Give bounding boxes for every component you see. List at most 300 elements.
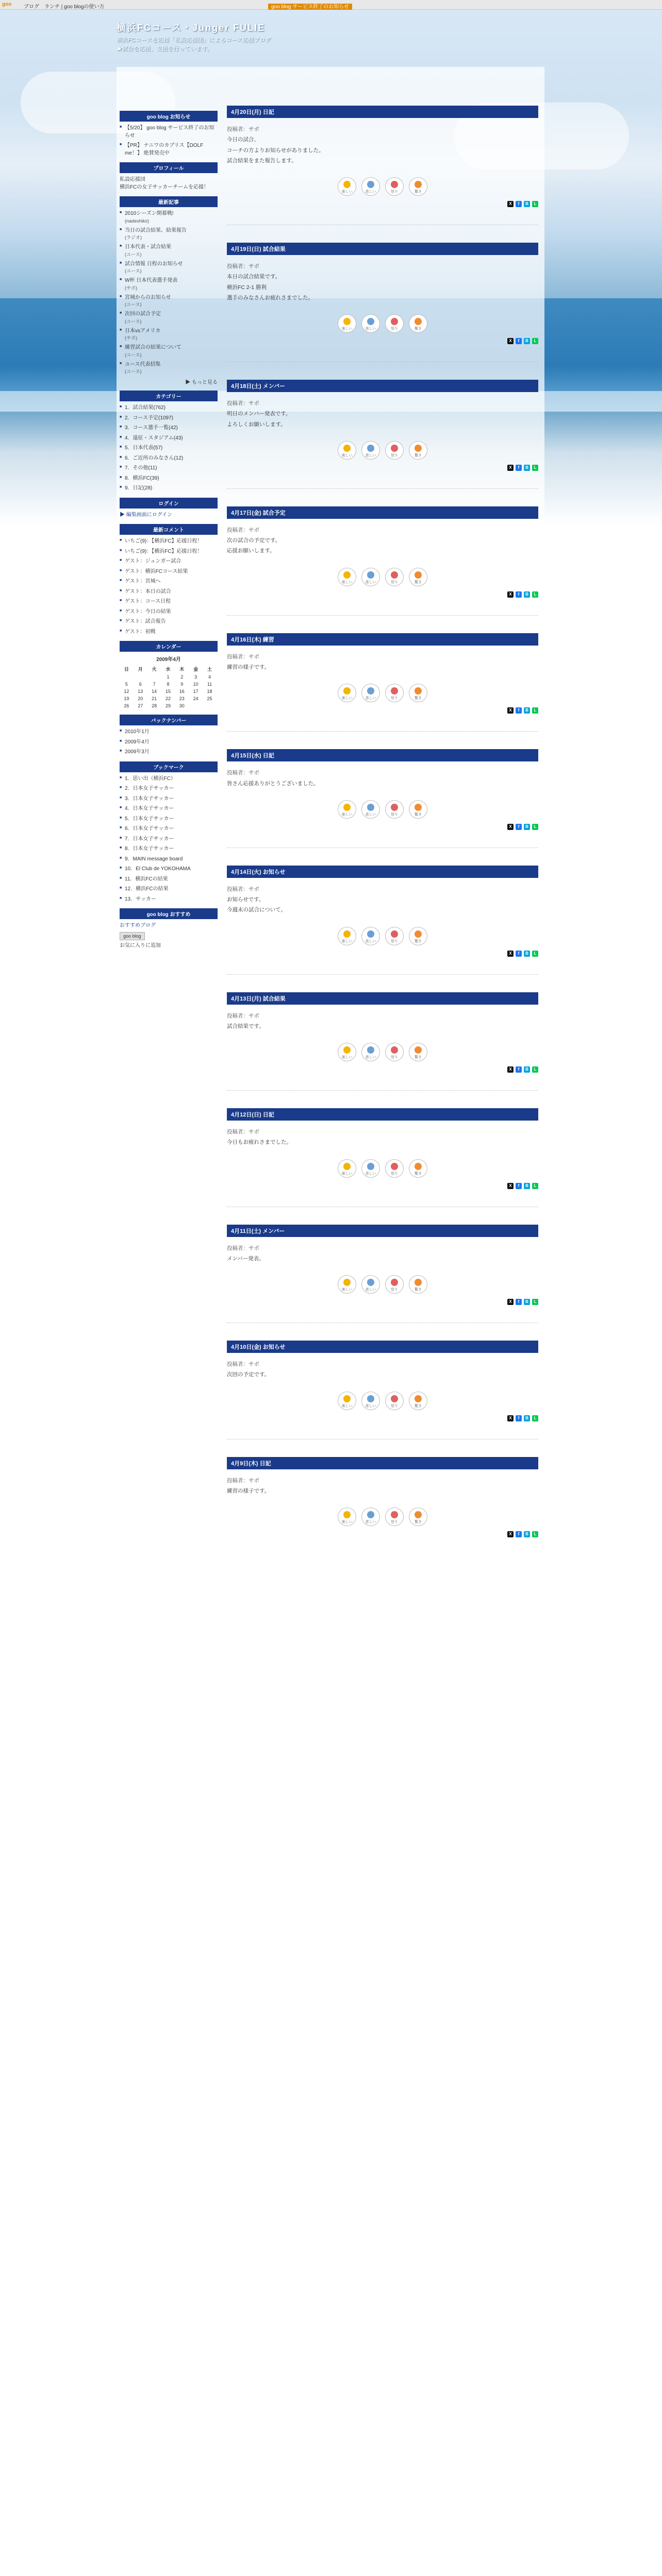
share-icon[interactable]: f xyxy=(516,1415,522,1421)
share-icon[interactable]: f xyxy=(516,1183,522,1189)
reaction-button[interactable] xyxy=(338,441,356,460)
entry-separator xyxy=(227,1090,538,1091)
reaction-button[interactable] xyxy=(409,1275,427,1294)
recent-post-title[interactable]: 試合情報 日程のお知らせ xyxy=(125,261,183,267)
share-icon[interactable]: B xyxy=(524,824,530,830)
comment-item[interactable]: ■ ゲスト：本日の試合 xyxy=(120,588,218,596)
calendar-day[interactable]: 14 xyxy=(152,689,157,694)
blog-entry xyxy=(227,243,538,362)
reaction-button[interactable] xyxy=(338,800,356,819)
entry-separator xyxy=(227,974,538,975)
bookmark-item[interactable]: ■ 5．日本女子サッカー xyxy=(120,816,218,823)
recent-post-item[interactable] xyxy=(120,227,218,242)
recent-post-item[interactable] xyxy=(120,311,218,325)
reaction-face-icon xyxy=(367,1046,374,1054)
reaction-face-icon xyxy=(367,181,374,188)
entry-date[interactable] xyxy=(227,1457,538,1469)
reaction-label: 怒り xyxy=(391,1404,398,1408)
recent-post-title[interactable]: 日本代表・試合結果 xyxy=(125,244,171,250)
reaction-label: 驚き xyxy=(415,580,422,584)
reaction-buttons xyxy=(227,927,538,945)
calendar-day[interactable]: 9 xyxy=(180,682,184,687)
entry-date[interactable] xyxy=(227,243,538,255)
comment-item[interactable]: ■ ゲスト：宮城へ xyxy=(120,578,218,586)
calendar-day[interactable]: 16 xyxy=(179,689,185,694)
entry-date-text: 4月13日(月) xyxy=(231,995,261,1002)
bookmark-item[interactable]: ■ 3．日本女子サッカー xyxy=(120,795,218,803)
share-icon[interactable]: f xyxy=(516,707,522,714)
entry-title[interactable]: メンバー xyxy=(262,1228,285,1234)
share-icon[interactable]: L xyxy=(532,1531,538,1537)
reaction-label: 怒り xyxy=(391,327,398,331)
reaction-label: 驚き xyxy=(415,1288,422,1292)
reaction-buttons xyxy=(227,1043,538,1061)
reaction-face-icon xyxy=(343,1279,351,1286)
entry-date[interactable] xyxy=(227,1341,538,1353)
reaction-button[interactable] xyxy=(409,800,427,819)
service-end-notice-link[interactable]: goo blog サービス終了のお知らせ xyxy=(268,4,352,10)
entry-date[interactable] xyxy=(227,1108,538,1121)
share-icon[interactable]: X xyxy=(507,1183,514,1189)
calendar-day[interactable]: 27 xyxy=(138,703,143,709)
reaction-button[interactable] xyxy=(409,1507,427,1526)
entry-title[interactable]: 日記 xyxy=(259,1460,271,1467)
comment-item[interactable]: ■ ゲスト：横浜FCコース結果 xyxy=(120,568,218,576)
bookmark-item[interactable]: ■ 4．日本女子サッカー xyxy=(120,805,218,813)
bookmark-item[interactable]: ■ 7．日本女子サッカー xyxy=(120,836,218,843)
calendar-day[interactable]: 2 xyxy=(180,674,184,680)
entry-date[interactable] xyxy=(227,506,538,519)
reaction-label: 楽しい xyxy=(341,1172,353,1176)
share-icon[interactable]: X xyxy=(507,1415,514,1421)
blog-title[interactable]: 横浜FCコース・Junger FULIE xyxy=(117,23,266,33)
reaction-button[interactable] xyxy=(338,177,356,196)
login-link[interactable]: ▶ 編集画面にログイン xyxy=(120,512,173,518)
recent-post-item[interactable] xyxy=(120,244,218,258)
reaction-face-icon xyxy=(415,1395,422,1402)
recent-post-item[interactable] xyxy=(120,210,218,225)
share-icon[interactable]: B xyxy=(524,465,530,471)
comment-item[interactable]: ■ いちご(9)：【横浜FC】応援日程！ xyxy=(120,538,218,546)
recent-post-title[interactable]: 練習試合の結果について xyxy=(125,345,181,351)
share-icon[interactable]: X xyxy=(507,951,514,957)
share-icon[interactable]: L xyxy=(532,1066,538,1073)
recent-post-title[interactable]: 日本vsアメリカ xyxy=(125,328,161,334)
reaction-label: 悲しい xyxy=(365,190,376,194)
reaction-button[interactable] xyxy=(409,1043,427,1061)
share-icon[interactable]: B xyxy=(524,338,530,344)
entry-date[interactable] xyxy=(227,380,538,392)
blog-entry xyxy=(227,506,538,616)
entry-date[interactable] xyxy=(227,866,538,878)
share-buttons xyxy=(227,1066,538,1073)
reaction-face-icon xyxy=(415,1279,422,1286)
entry-title[interactable]: 試合予定 xyxy=(262,510,286,516)
calendar-day[interactable]: 3 xyxy=(194,674,197,680)
calendar-day[interactable]: 1 xyxy=(167,674,170,680)
calendar-day[interactable]: 6 xyxy=(139,682,142,687)
reaction-button[interactable] xyxy=(338,927,356,945)
entry-date[interactable] xyxy=(227,1225,538,1237)
entry-body xyxy=(227,885,538,914)
recent-post-title[interactable]: ユース代表招集 xyxy=(125,361,161,367)
category-item[interactable]: ■ 4．遠征・スタジアム(43) xyxy=(120,435,218,443)
calendar-day[interactable]: 25 xyxy=(207,696,212,702)
entry-date-text: 4月12日(日) xyxy=(231,1112,261,1118)
entry-title[interactable]: 日記 xyxy=(262,109,274,115)
entry-text-line: 応援お願いします。 xyxy=(227,548,275,554)
reaction-button[interactable] xyxy=(361,1159,380,1178)
reaction-label: 怒り xyxy=(391,1288,398,1292)
entry-date-text: 4月11日(土) xyxy=(231,1228,261,1234)
more-link[interactable]: ▶ もっと見る xyxy=(185,380,218,386)
recent-post-item[interactable] xyxy=(120,344,218,359)
share-icon[interactable]: X xyxy=(507,465,514,471)
calendar-day[interactable]: 18 xyxy=(207,689,212,694)
backnumber-item[interactable]: ■ 2010年1月 xyxy=(120,728,218,736)
reaction-button[interactable] xyxy=(409,684,427,702)
share-icon[interactable]: X xyxy=(507,338,514,344)
entry-separator xyxy=(227,615,538,616)
favorite-text[interactable]: お気に入りに追加 xyxy=(120,942,161,948)
share-icon[interactable]: f xyxy=(516,1299,522,1305)
category-item[interactable]: ■ 9．日記(28) xyxy=(120,485,218,493)
recent-post-item[interactable] xyxy=(120,261,218,275)
reaction-button[interactable] xyxy=(338,684,356,702)
share-icon[interactable]: f xyxy=(516,465,522,471)
share-icon[interactable]: f xyxy=(516,951,522,957)
reaction-button[interactable] xyxy=(385,177,404,196)
entry-text-line: 次の試合の予定です。 xyxy=(227,537,281,544)
reaction-button[interactable] xyxy=(338,1275,356,1294)
entry-body xyxy=(227,1477,538,1496)
goo-notice-item[interactable]: ■ 【5/20】 goo blog サービス終了のお知らせ xyxy=(120,125,218,140)
reaction-button[interactable] xyxy=(338,1507,356,1526)
calendar-day[interactable]: 29 xyxy=(165,703,171,709)
share-icon[interactable]: L xyxy=(532,338,538,344)
category-heading: カテゴリー xyxy=(120,391,218,401)
entry-body xyxy=(227,125,538,165)
reaction-face-icon xyxy=(367,571,374,579)
reaction-button[interactable] xyxy=(409,1159,427,1178)
share-icon[interactable]: L xyxy=(532,707,538,714)
share-icon[interactable]: B xyxy=(524,1299,530,1305)
calendar-heading: カレンダー xyxy=(120,641,218,652)
recent-post-item[interactable] xyxy=(120,328,218,342)
reaction-button[interactable] xyxy=(409,441,427,460)
recent-post-title[interactable]: 宮城からのお知らせ xyxy=(125,294,171,300)
reaction-button[interactable] xyxy=(385,314,404,333)
recent-posts-heading: 最新記事 xyxy=(120,196,218,207)
reaction-label: 驚き xyxy=(415,1404,422,1408)
calendar-weekday: 月 xyxy=(138,667,143,672)
bookmark-item[interactable]: ■ 13．サッカー xyxy=(120,896,218,904)
calendar-day[interactable]: 23 xyxy=(179,696,185,702)
comment-item[interactable]: ■ ゲスト：コース日程 xyxy=(120,598,218,606)
share-icon[interactable]: X xyxy=(507,707,514,714)
comment-item[interactable]: ■ いちご(9)：【横浜FC】応援日程！ xyxy=(120,548,218,556)
reaction-face-icon xyxy=(343,1511,351,1518)
entry-author: 投稿者：サポ xyxy=(227,770,259,776)
reaction-button[interactable] xyxy=(409,314,427,333)
share-icon[interactable]: f xyxy=(516,201,522,207)
reaction-button[interactable] xyxy=(385,684,404,702)
share-icon[interactable]: X xyxy=(507,1299,514,1305)
bookmark-heading: ブックマーク xyxy=(120,761,218,772)
backnumber-item[interactable]: ■ 2009年4月 xyxy=(120,739,218,747)
share-icon[interactable]: B xyxy=(524,951,530,957)
bookmark-item[interactable]: ■ 11．横浜FCの結果 xyxy=(120,876,218,884)
share-icon[interactable]: B xyxy=(524,1531,530,1537)
category-item[interactable]: ■ 5．日本代表(57) xyxy=(120,445,218,452)
reaction-button[interactable] xyxy=(385,441,404,460)
recommend-heading: goo blog おすすめ xyxy=(120,908,218,919)
category-item[interactable]: ■ 1．試合結果(762) xyxy=(120,404,218,412)
recent-post-item[interactable] xyxy=(120,277,218,292)
entry-title[interactable]: メンバー xyxy=(262,383,285,390)
reaction-button[interactable] xyxy=(409,568,427,586)
reaction-label: 悲しい xyxy=(365,697,376,701)
share-icon[interactable]: f xyxy=(516,591,522,598)
entry-title[interactable]: 日記 xyxy=(262,1112,274,1118)
entry-date[interactable] xyxy=(227,633,538,646)
entry-title[interactable]: お知らせ xyxy=(262,869,286,875)
category-item[interactable]: ■ 2．コース予定(1097) xyxy=(120,415,218,422)
reaction-button[interactable] xyxy=(361,927,380,945)
reaction-label: 楽しい xyxy=(341,697,353,701)
calendar-day[interactable]: 17 xyxy=(193,689,198,694)
calendar-day[interactable]: 21 xyxy=(152,696,157,702)
reaction-buttons xyxy=(227,177,538,196)
category-item[interactable]: ■ 3．コース選手一覧(42) xyxy=(120,425,218,432)
reaction-button[interactable] xyxy=(361,800,380,819)
comment-item[interactable]: ■ ゲスト：初戦 xyxy=(120,629,218,636)
entry-text-line: 今日もお疲れさまでした。 xyxy=(227,1139,292,1146)
reaction-label: 楽しい xyxy=(341,1404,353,1408)
share-icon[interactable]: X xyxy=(507,1066,514,1073)
reaction-label: 怒り xyxy=(391,697,398,701)
reaction-button[interactable] xyxy=(361,1043,380,1061)
share-icon[interactable]: B xyxy=(524,707,530,714)
calendar-week-row xyxy=(120,695,217,702)
reaction-button[interactable] xyxy=(409,177,427,196)
entry-text-line: 練習の様子です。 xyxy=(227,1487,270,1494)
bookmark-item[interactable]: ■ 8．日本女子サッカー xyxy=(120,845,218,853)
calendar-day[interactable]: 30 xyxy=(179,703,185,709)
share-buttons xyxy=(227,951,538,957)
entry-title[interactable]: 試合結果 xyxy=(262,246,286,253)
entry-date[interactable] xyxy=(227,106,538,118)
share-icon[interactable]: L xyxy=(532,1415,538,1421)
comment-item[interactable]: ■ ゲスト：今日の結果 xyxy=(120,608,218,616)
reaction-button[interactable] xyxy=(385,800,404,819)
reaction-label: 怒り xyxy=(391,1056,398,1060)
share-icon[interactable]: f xyxy=(516,1066,522,1073)
share-icon[interactable]: X xyxy=(507,201,514,207)
share-icon[interactable]: X xyxy=(507,824,514,830)
top-links[interactable]: ブログ ランチ | goo blogの使い方 xyxy=(24,4,105,10)
category-item[interactable]: ■ 6．ご近所のみなさん(12) xyxy=(120,455,218,463)
category-item[interactable]: ■ 8．横浜FC(39) xyxy=(120,475,218,483)
calendar-day[interactable]: 28 xyxy=(152,703,157,709)
share-icon[interactable]: B xyxy=(524,1415,530,1421)
reaction-label: 怒り xyxy=(391,453,398,457)
calendar-day[interactable]: 4 xyxy=(208,674,211,680)
bookmark-item[interactable]: ■ 9．MAIN message board xyxy=(120,856,218,863)
entry-text-line: 皆さん応援ありがとうございました。 xyxy=(227,780,319,787)
share-icon[interactable]: X xyxy=(507,591,514,598)
reaction-face-icon xyxy=(415,571,422,579)
entry-title[interactable]: 日記 xyxy=(262,753,274,759)
share-icon[interactable]: X xyxy=(507,1531,514,1537)
reaction-button[interactable] xyxy=(361,568,380,586)
reaction-button[interactable] xyxy=(338,1392,356,1410)
recommend-link[interactable]: おすすめブログ xyxy=(120,923,156,929)
entry-text-line: メンバー発表。 xyxy=(227,1255,264,1262)
backnumber-item[interactable]: ■ 2009年3月 xyxy=(120,749,218,756)
bookmark-item[interactable]: ■ 6．日本女子サッカー xyxy=(120,825,218,833)
bookmark-item[interactable]: ■ 10．El Club de YOKOHAMA xyxy=(120,866,218,873)
reaction-button[interactable] xyxy=(338,1159,356,1178)
reaction-button[interactable] xyxy=(385,927,404,945)
bookmark-item[interactable]: ■ 1．思い出（横浜FC） xyxy=(120,775,218,783)
reaction-face-icon xyxy=(415,1163,422,1170)
calendar-day[interactable]: 7 xyxy=(153,682,156,687)
comment-item[interactable]: ■ ゲスト：ジュンガー試合 xyxy=(120,558,218,566)
reaction-buttons xyxy=(227,1392,538,1410)
share-icon[interactable]: L xyxy=(532,824,538,830)
reaction-label: 楽しい xyxy=(341,1520,353,1524)
entry-body xyxy=(227,1128,538,1147)
calendar-day[interactable]: 20 xyxy=(138,696,143,702)
reaction-button[interactable] xyxy=(338,314,356,333)
entry-title[interactable]: 試合結果 xyxy=(262,995,286,1002)
calendar-day[interactable]: 19 xyxy=(124,696,129,702)
reaction-button[interactable] xyxy=(385,1275,404,1294)
recent-post-title[interactable]: 次回の試合予定 xyxy=(125,311,161,317)
reaction-button[interactable] xyxy=(361,314,380,333)
share-icon[interactable]: L xyxy=(532,951,538,957)
recent-post-title[interactable]: 当日の試合結果、結果報告 xyxy=(125,227,187,233)
reaction-button[interactable] xyxy=(409,927,427,945)
entry-title[interactable]: お知らせ xyxy=(262,1344,286,1351)
entry-body xyxy=(227,1244,538,1263)
calendar-weekday: 土 xyxy=(207,667,212,672)
reaction-face-icon xyxy=(391,571,398,579)
entry-text-line: 横浜FC 2-1 勝利 xyxy=(227,284,267,291)
reaction-button[interactable] xyxy=(409,1392,427,1410)
reaction-button[interactable] xyxy=(338,568,356,586)
bookmark-item[interactable]: ■ 12．横浜FCの結果 xyxy=(120,886,218,893)
reaction-button[interactable] xyxy=(361,441,380,460)
share-buttons xyxy=(227,201,538,207)
calendar-day[interactable]: 24 xyxy=(193,696,198,702)
reaction-label: 悲しい xyxy=(365,939,376,943)
entry-text-line: 今週末の試合について。 xyxy=(227,907,287,913)
reaction-button[interactable] xyxy=(385,1159,404,1178)
share-icon[interactable]: B xyxy=(524,1183,530,1189)
reaction-button[interactable] xyxy=(385,1507,404,1526)
calendar-day[interactable]: 8 xyxy=(167,682,170,687)
reaction-button[interactable] xyxy=(385,568,404,586)
share-icon[interactable]: L xyxy=(532,465,538,471)
entry-date[interactable] xyxy=(227,992,538,1005)
reaction-label: 楽しい xyxy=(341,812,353,817)
reaction-label: 悲しい xyxy=(365,812,376,817)
share-icon[interactable]: L xyxy=(532,1299,538,1305)
reaction-label: 驚き xyxy=(415,1520,422,1524)
share-icon[interactable]: L xyxy=(532,591,538,598)
share-icon[interactable]: f xyxy=(516,1531,522,1537)
calendar-day[interactable]: 12 xyxy=(124,689,129,694)
reaction-button[interactable] xyxy=(361,1275,380,1294)
recent-post-category: (ユース) xyxy=(125,268,142,274)
calendar-week-row xyxy=(120,681,217,688)
recent-post-category: (サポ) xyxy=(125,335,137,341)
calendar-day[interactable]: 10 xyxy=(193,682,198,687)
calendar-day[interactable]: 13 xyxy=(138,689,143,694)
share-icon[interactable]: L xyxy=(532,1183,538,1189)
reaction-button[interactable] xyxy=(361,177,380,196)
reaction-label: 驚き xyxy=(415,1172,422,1176)
goo-blog-badge[interactable]: goo blog xyxy=(120,932,145,940)
share-icon[interactable]: B xyxy=(524,1066,530,1073)
recent-post-title[interactable]: W杯 日本代表選手発表 xyxy=(125,278,178,284)
reaction-face-icon xyxy=(343,1395,351,1402)
reaction-button[interactable] xyxy=(361,1507,380,1526)
category-item[interactable]: ■ 7．その他(11) xyxy=(120,465,218,472)
calendar-day[interactable]: 5 xyxy=(125,682,128,687)
share-icon[interactable]: f xyxy=(516,824,522,830)
entry-body xyxy=(227,399,538,429)
reaction-face-icon xyxy=(415,1511,422,1518)
entry-date[interactable] xyxy=(227,749,538,761)
recent-post-title[interactable]: 2010シーズン開幕戦! xyxy=(125,211,174,216)
calendar-day[interactable]: 22 xyxy=(165,696,171,702)
reaction-label: 楽しい xyxy=(341,939,353,943)
calendar-week-row xyxy=(120,702,217,709)
reaction-button[interactable] xyxy=(385,1043,404,1061)
calendar-day[interactable]: 11 xyxy=(207,682,212,687)
reaction-button[interactable] xyxy=(361,684,380,702)
calendar-day[interactable]: 26 xyxy=(124,703,129,709)
goo-logo[interactable]: goo xyxy=(2,2,12,7)
goo-notice-item[interactable]: ■ 【PR】 ナニワのカプリス【DOLF me！】 絶賛発売中 xyxy=(120,142,218,157)
reaction-face-icon xyxy=(391,1279,398,1286)
reaction-button[interactable] xyxy=(338,1043,356,1061)
goo-notice-heading: goo blog お知らせ xyxy=(120,111,218,122)
entry-text-line: 明日のメンバー発表です。 xyxy=(227,411,291,417)
reaction-button[interactable] xyxy=(361,1392,380,1410)
entry-title[interactable]: 練習 xyxy=(262,636,274,643)
recent-post-item[interactable] xyxy=(120,294,218,309)
share-icon[interactable]: B xyxy=(524,201,530,207)
recent-post-item[interactable] xyxy=(120,361,218,376)
share-icon[interactable]: L xyxy=(532,201,538,207)
bookmark-item[interactable]: ■ 2．日本女子サッカー xyxy=(120,785,218,793)
calendar-weekday: 木 xyxy=(179,667,185,672)
share-buttons xyxy=(227,465,538,471)
recent-post-category: (ユース) xyxy=(125,302,142,308)
reaction-button[interactable] xyxy=(385,1392,404,1410)
share-icon[interactable]: B xyxy=(524,591,530,598)
comment-item[interactable]: ■ ゲスト：試合報告 xyxy=(120,618,218,626)
blog-entry xyxy=(227,380,538,489)
calendar-day xyxy=(189,702,203,709)
calendar-day[interactable]: 15 xyxy=(165,689,171,694)
share-icon[interactable]: f xyxy=(516,338,522,344)
sidebar xyxy=(120,106,218,950)
